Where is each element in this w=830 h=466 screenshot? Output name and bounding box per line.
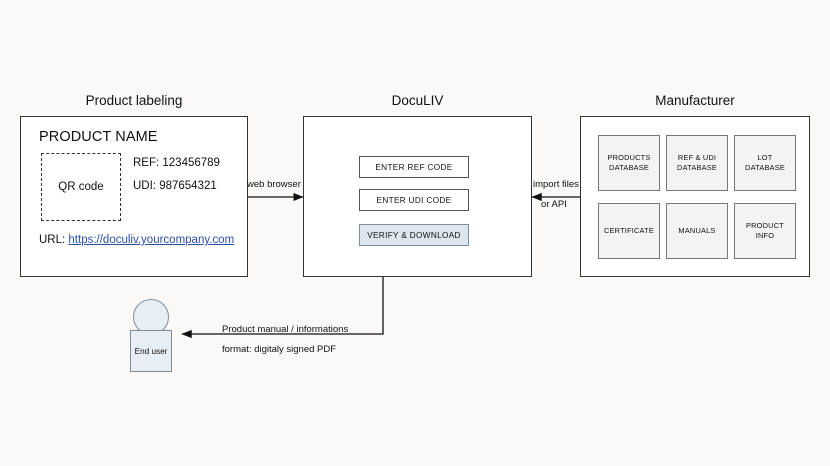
tile-line-1: REF & UDI — [677, 153, 717, 162]
product-url-line — [39, 234, 234, 246]
product-name-text: PRODUCT NAME — [39, 129, 158, 145]
manufacturer-panel — [580, 116, 810, 277]
udi-code-text: UDI: 987654321 — [133, 180, 217, 192]
column-title-manufacturer: Manufacturer — [655, 93, 735, 108]
tile-ref-udi-database[interactable] — [666, 135, 728, 191]
column-title-product-labeling: Product labeling — [85, 93, 183, 108]
edge-label-pdf-format: format: digitaly signed PDF — [222, 344, 337, 355]
column-title-doculiv: DocuLIV — [391, 93, 444, 108]
edge-label-product-manual: Product manual / informations — [222, 324, 349, 335]
edge-label-or-api: or API — [541, 199, 567, 210]
ref-code-text: REF: 123456789 — [133, 157, 220, 169]
tile-line-1: PRODUCT — [746, 221, 784, 230]
tile-certificate[interactable] — [598, 203, 660, 259]
tile-line-2: DATABASE — [745, 163, 785, 172]
tile-line-1: PRODUCTS — [607, 153, 651, 162]
tile-products-database[interactable] — [598, 135, 660, 191]
tile-line-1: MANUALS — [678, 226, 716, 235]
enter-udi-code-button[interactable]: ENTER UDI CODE — [359, 189, 469, 211]
qr-code-placeholder: QR code — [41, 153, 121, 221]
doculiv-panel — [303, 116, 532, 277]
url-label: URL: — [39, 234, 69, 246]
product-url-link[interactable]: https://doculiv.yourcompany.com — [68, 234, 235, 246]
tile-line-1: LOT — [757, 153, 773, 162]
end-user-label: End user — [130, 330, 172, 372]
edge-label-web-browser: web browser — [247, 179, 301, 190]
verify-and-download-button[interactable]: VERIFY & DOWNLOAD — [359, 224, 469, 246]
tile-line-2: INFO — [755, 231, 775, 240]
tile-line-2: DATABASE — [609, 163, 649, 172]
edge-label-import-files: import files — [533, 179, 579, 190]
product-labeling-panel — [20, 116, 248, 277]
tile-line-2: DATABASE — [677, 163, 717, 172]
enter-ref-code-button[interactable]: ENTER REF CODE — [359, 156, 469, 178]
tile-lot-database[interactable] — [734, 135, 796, 191]
tile-product-info[interactable] — [734, 203, 796, 259]
tile-manuals[interactable] — [666, 203, 728, 259]
tile-line-1: CERTIFICATE — [604, 226, 654, 235]
